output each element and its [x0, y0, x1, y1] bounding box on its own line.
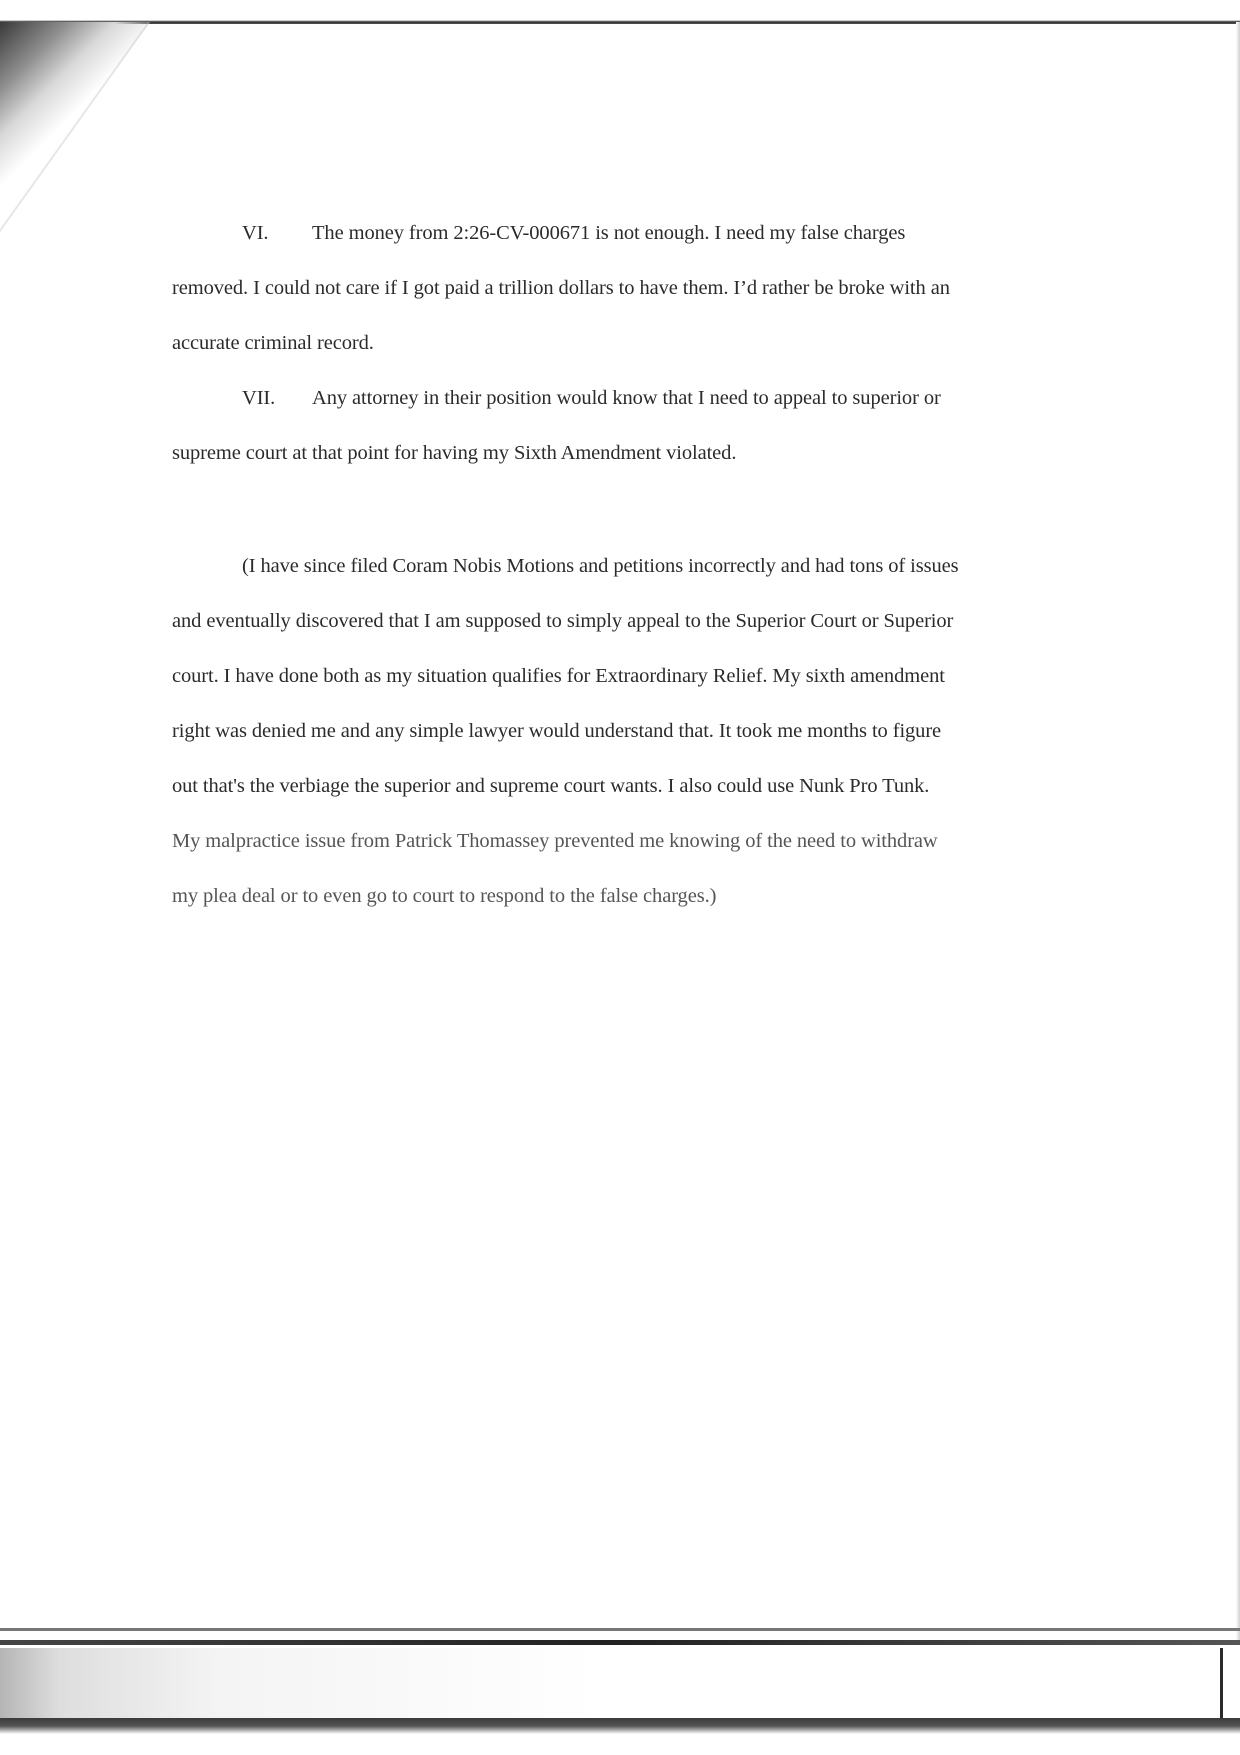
paragraph-vii-line-2: supreme court at that point for having my Sixth Amendment violated. [172, 442, 737, 464]
paragraph-vi-line-3: accurate criminal record. [172, 332, 374, 354]
note-line-2: and eventually discovered that I am supposed to simply appeal to the Superior Court or Superior [172, 610, 954, 632]
note-line-4: right was denied me and any simple lawyer would understand that. It took me months to figure [172, 720, 942, 742]
scan-top-edge [0, 0, 1240, 24]
note-line-1: (I have since filed Coram Nobis Motions and petitions incorrectly and had tons of issues [242, 555, 959, 577]
paragraph-vi-line-2: removed. I could not care if I got paid a trillion dollars to have them. I’d rather be broke with an [172, 277, 950, 299]
paragraph-number: VII. [242, 387, 276, 409]
note-line-3: court. I have done both as my situation qualifies for Extraordinary Relief. My sixth amendment [172, 665, 945, 687]
note-line-6: My malpractice issue from Patrick Thomassey prevented me knowing of the need to withdraw [172, 830, 938, 852]
paragraph-vii-line-1 [242, 387, 941, 410]
scan-bottom-rule [0, 1628, 1240, 1631]
paragraph-number: VI. [242, 222, 269, 244]
paragraph-vi-line-1 [242, 222, 905, 245]
scan-bottom-edge [0, 1718, 1240, 1755]
line-text: The money from 2:26-CV-000671 is not enough. I need my false charges [312, 222, 906, 244]
scan-bottom-rule-dark [0, 1640, 1240, 1645]
line-text: Any attorney in their position would know that I need to appeal to superior or [312, 387, 941, 409]
note-line-5: out that's the verbiage the superior and supreme court wants. I also could use Nunk Pro Tunk. [172, 775, 930, 797]
note-line-7: my plea deal or to even go to court to respond to the false charges.) [172, 885, 717, 907]
scan-right-edge [1236, 22, 1240, 1642]
folded-corner-line [0, 22, 150, 232]
scan-bottom-band [0, 1648, 1223, 1718]
